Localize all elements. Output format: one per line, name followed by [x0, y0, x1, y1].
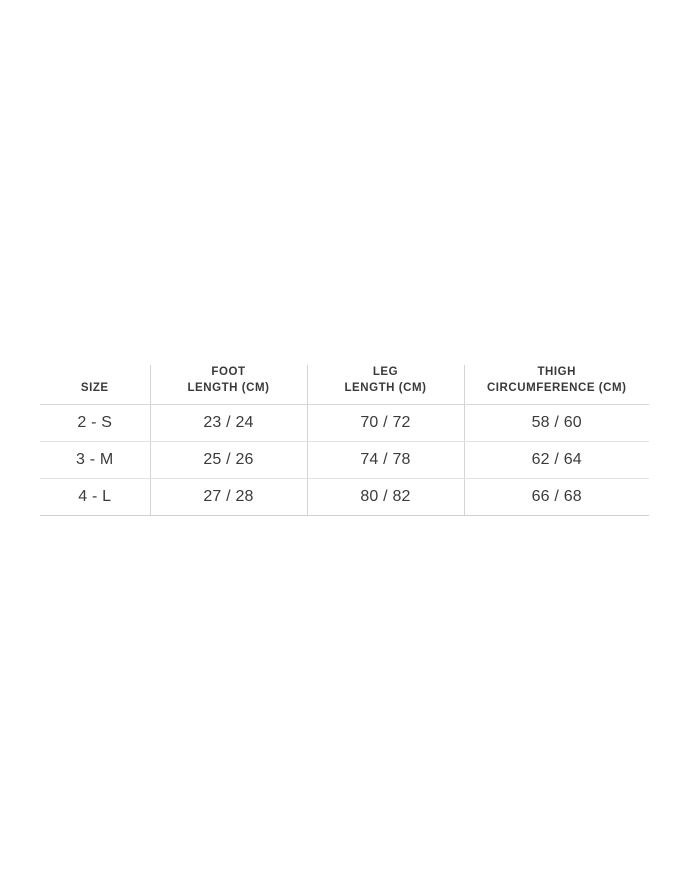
size-chart-table: [40, 365, 649, 516]
size-chart-table-container: [40, 365, 649, 516]
table-header: [40, 365, 649, 405]
table-row: [40, 479, 649, 516]
cell-leg-length: 80 / 82: [307, 479, 464, 516]
table-row: [40, 442, 649, 479]
table-row: [40, 405, 649, 442]
cell-size: 2 - S: [40, 405, 150, 442]
column-header-leg-length: [307, 365, 464, 405]
cell-size: 4 - L: [40, 479, 150, 516]
column-header-thigh-circumference: [464, 365, 649, 405]
cell-thigh-circumference: 58 / 60: [464, 405, 649, 442]
table-header-row: [40, 365, 649, 405]
cell-foot-length: 23 / 24: [150, 405, 307, 442]
table-body: [40, 405, 649, 516]
cell-leg-length: 70 / 72: [307, 405, 464, 442]
column-header-size: [40, 365, 150, 405]
column-header-foot-length-line1: FOOT: [211, 366, 246, 378]
column-header-thigh-circumference-line1: THIGH: [537, 366, 577, 378]
cell-size: 3 - M: [40, 442, 150, 479]
column-header-size-line1: SIZE: [80, 381, 109, 394]
cell-leg-length: 74 / 78: [307, 442, 464, 479]
column-header-leg-length-line1: LEG: [372, 366, 399, 378]
column-header-foot-length-line2: LENGTH (CM): [187, 381, 270, 394]
cell-thigh-circumference: 66 / 68: [464, 479, 649, 516]
cell-foot-length: 27 / 28: [150, 479, 307, 516]
cell-foot-length: 25 / 26: [150, 442, 307, 479]
column-header-foot-length: [150, 365, 307, 405]
cell-thigh-circumference: 62 / 64: [464, 442, 649, 479]
column-header-leg-length-line2: LENGTH (CM): [344, 381, 427, 394]
column-header-thigh-circumference-line2: CIRCUMFERENCE (CM): [486, 381, 627, 394]
